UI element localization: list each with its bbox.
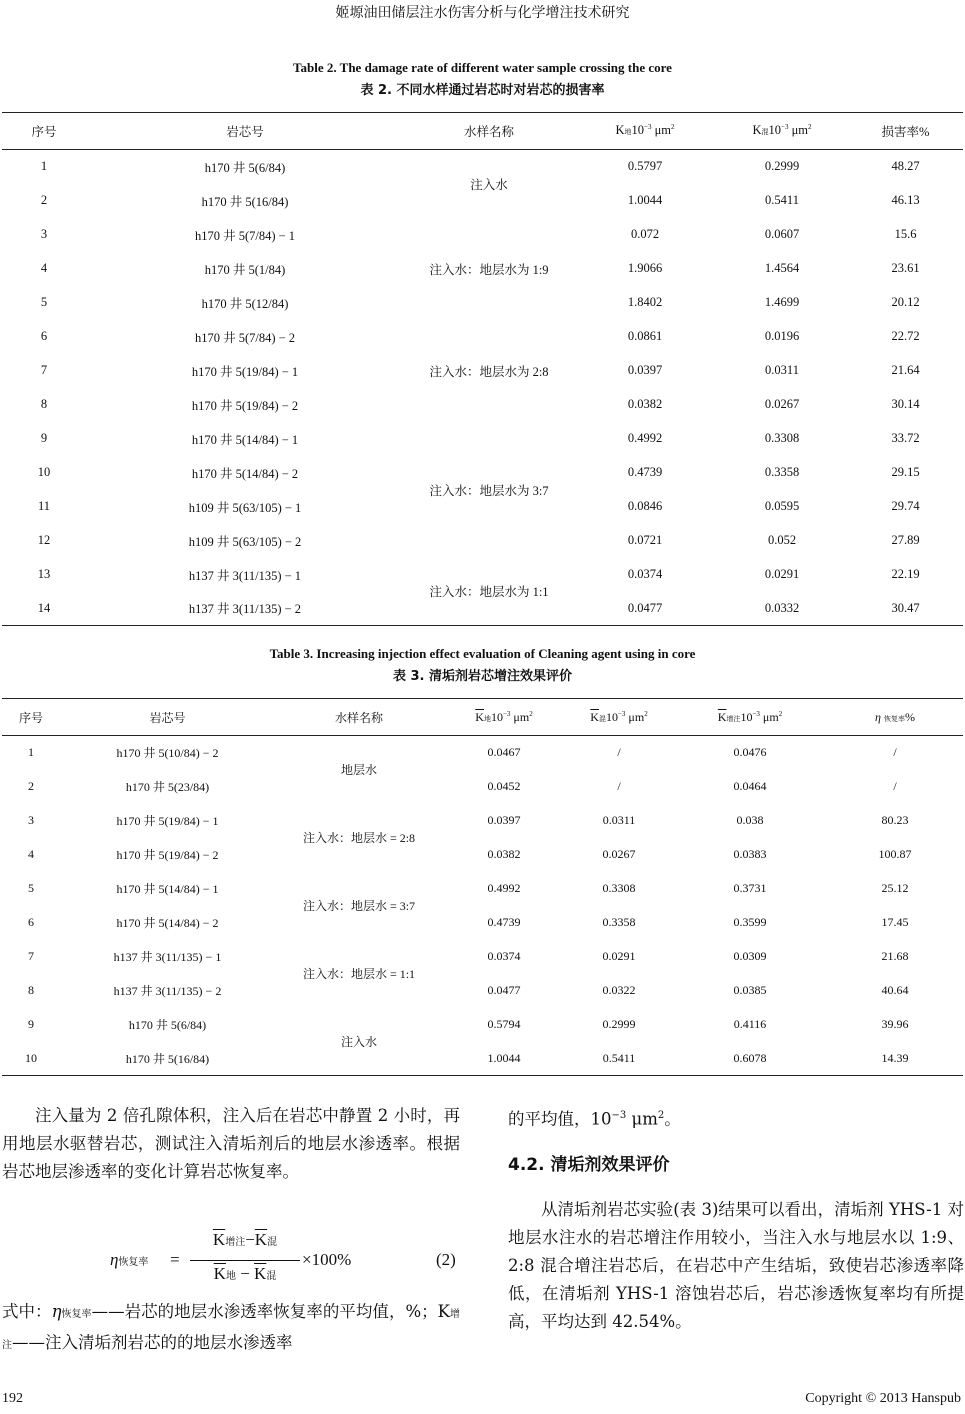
formula-explanation	[2, 1298, 460, 1360]
unit-base: 10	[768, 123, 781, 138]
cell-core: h170 井 5(12/84)	[201, 296, 289, 311]
cell-seq: 13	[37, 567, 51, 581]
table-row	[2, 804, 963, 838]
cell-rate: 15.6	[894, 227, 917, 241]
cell-rate: 46.13	[891, 193, 920, 207]
k-symbol: $\overline{K}$	[212, 1230, 226, 1249]
cell-seq: 7	[40, 363, 48, 377]
minus-sign: −	[235, 1264, 255, 1283]
table-row	[2, 770, 963, 804]
body-paragraph-right: 从清垢剂岩芯实验(表 3)结果可以看出，清垢剂 YHS-1 对地层水注水的岩芯增注作用较小，当注入水与地层水以 1:9、2:8 混合增注岩芯后，在岩芯中产生结垢，致使岩芯渗透率降低，在清垢剂 YHS-1 溶蚀岩芯后，岩芯渗透恢复率均有所提高，平均达到 42.54%。	[508, 1200, 964, 1331]
cell-water-group: 注入水	[275, 1008, 443, 1076]
cell-core: h170 井 5(19/84) − 1	[116, 814, 219, 828]
cell-k-formation: 0.0374	[627, 567, 663, 581]
cell-rate: 33.72	[891, 431, 920, 445]
cell-k-mixed: 1.4699	[764, 295, 800, 309]
unit-exponent: −3	[617, 709, 626, 718]
cell-k-increased: 0.0464	[733, 779, 767, 793]
table2-header-rate: 损害率%	[848, 113, 963, 150]
table3-header-water: 水样名称	[275, 699, 443, 736]
unit-tail: μm	[626, 1109, 658, 1129]
equals-sign: =	[170, 1250, 180, 1269]
where-text-1: ——岩芯的地层水渗透率恢复率的平均值，%；K	[91, 1302, 450, 1321]
cell-k-formation: 1.0044	[627, 193, 663, 207]
cell-k-mixed: 0.0311	[602, 813, 636, 827]
cell-k-mixed: 0.0291	[602, 949, 636, 963]
unit-base: 10	[631, 123, 644, 138]
cell-recovery: 80.23	[881, 813, 909, 827]
cell-rate: 29.74	[891, 499, 920, 513]
k-symbol: $\overline{K}$	[213, 1264, 226, 1283]
table-row	[2, 1042, 963, 1076]
cell-rate: 48.27	[891, 159, 920, 174]
unit-tail: μm	[651, 123, 672, 138]
cell-seq: 3	[40, 227, 48, 241]
table3-header-k-increased	[673, 699, 827, 736]
cell-water-group: 注入水：地层水 = 2:8	[302, 831, 416, 845]
cell-seq: 7	[28, 949, 34, 963]
cell-rate: 20.12	[891, 295, 920, 309]
table-row	[2, 558, 963, 592]
cell-seq: 11	[37, 499, 51, 513]
table3-header-k-mixed	[565, 699, 673, 736]
cell-core: h170 井 5(19/84) − 1	[191, 364, 299, 379]
cell-k-formation: 0.5794	[487, 1017, 521, 1031]
cell-water-group: 注入水：地层水为 3:7	[429, 483, 549, 498]
cell-k-mixed: /	[617, 745, 621, 760]
table3-header-k-formation	[443, 699, 565, 736]
table2-header-row	[2, 113, 963, 150]
unit-square: 2	[778, 709, 783, 718]
minus-sign: −	[245, 1230, 255, 1249]
cell-k-mixed: 0.3308	[764, 431, 800, 445]
cell-k-formation: 0.4739	[487, 915, 521, 929]
copyright: Copyright © 2013 Hanspub	[805, 1391, 961, 1406]
unit-base: 10	[490, 709, 503, 724]
cell-k-increased: 0.3599	[733, 915, 767, 929]
cell-rate: 21.64	[891, 363, 920, 377]
percent-sign: %	[904, 709, 915, 724]
cell-k-mixed: 1.4564	[764, 261, 800, 275]
unit-square: 2	[529, 709, 533, 718]
cell-core: h170 井 5(7/84) − 1	[194, 228, 296, 243]
cell-core: h137 井 3(11/135) − 1	[113, 950, 222, 964]
cell-k-formation: 0.5797	[627, 159, 663, 174]
k-subscript: 增注	[2, 1309, 461, 1351]
cell-rate: 23.61	[891, 261, 920, 275]
times-100-percent: ×100%	[302, 1250, 352, 1269]
cell-k-formation: 0.0397	[627, 363, 663, 377]
cell-k-mixed: 0.0311	[765, 363, 799, 377]
where-text-2: ——注入清垢剂岩芯的的地层水渗透率	[12, 1333, 293, 1352]
unit-tail: μm	[510, 709, 530, 724]
cell-k-mixed: 0.5411	[765, 193, 799, 207]
cell-recovery: 21.68	[881, 949, 909, 963]
cell-recovery: 14.39	[827, 1042, 963, 1076]
period: 。	[664, 1109, 681, 1129]
cell-rate: 22.19	[891, 567, 920, 581]
continuation-text: 的平均值，10	[508, 1109, 612, 1129]
cell-k-formation: 0.4739	[627, 465, 663, 479]
table-row	[2, 1008, 963, 1042]
cell-seq: 14	[2, 592, 86, 626]
unit-exponent: −3	[752, 709, 760, 718]
cell-k-formation: 0.0397	[487, 813, 521, 827]
k-symbol: K	[752, 123, 762, 138]
cell-core: h170 井 5(16/84)	[60, 1042, 275, 1076]
cell-k-mixed: 0.0267	[764, 397, 800, 411]
cell-recovery: /	[893, 779, 897, 793]
where-label: 式中：	[2, 1302, 52, 1321]
cell-core: h170 井 5(19/84) − 2	[191, 398, 299, 413]
k-symbol: $\overline{K}$	[590, 709, 599, 724]
table2	[2, 112, 963, 626]
k-symbol: $\overline{K}$	[475, 709, 484, 724]
cell-recovery: /	[893, 745, 897, 760]
cell-k-formation: 0.0374	[487, 949, 521, 963]
unit-square: 2	[671, 123, 675, 132]
cell-k-mixed: 0.0196	[764, 329, 800, 343]
cell-k-formation: 0.0477	[574, 592, 716, 626]
page-number: 192	[2, 1391, 23, 1406]
table-row	[2, 150, 963, 184]
cell-seq: 2	[28, 779, 34, 793]
cell-seq: 8	[40, 397, 48, 411]
cell-k-formation: 0.072	[630, 227, 660, 241]
table-row	[2, 838, 963, 872]
unit-square: 2	[644, 709, 648, 718]
table3-header-recovery	[827, 699, 963, 736]
cell-k-increased: 0.6078	[673, 1042, 827, 1076]
cell-seq: 4	[28, 847, 34, 861]
k-subscript: 混	[267, 1237, 278, 1248]
cell-k-formation: 0.0846	[627, 499, 663, 513]
cell-k-formation: 0.0452	[487, 779, 521, 793]
cell-k-increased: 0.4116	[733, 1017, 767, 1031]
cell-seq: 4	[40, 261, 48, 275]
cell-k-increased: 0.0383	[733, 847, 767, 861]
cell-k-mixed: /	[617, 779, 621, 793]
cell-k-formation: 0.0861	[627, 329, 663, 343]
cell-k-mixed: 0.3358	[764, 465, 800, 479]
cell-seq: 2	[40, 193, 48, 207]
cell-core: h170 井 5(6/84)	[204, 160, 286, 175]
eta-subscript: 恢复率	[883, 714, 905, 723]
cell-recovery: 39.96	[881, 1017, 909, 1031]
cell-core: h170 井 5(16/84)	[201, 194, 289, 209]
cell-core: h137 井 3(11/135) − 2	[86, 592, 404, 626]
unit-square: 2	[657, 1110, 665, 1121]
cell-seq: 3	[28, 813, 34, 827]
table2-header-water: 水样名称	[404, 113, 574, 150]
cell-k-formation: 1.9066	[627, 261, 663, 275]
cell-rate: 27.89	[891, 533, 920, 547]
cell-k-mixed: 0.5411	[565, 1042, 673, 1076]
cell-core: h109 井 5(63/105) − 1	[188, 500, 302, 515]
fraction-bar	[190, 1260, 300, 1261]
cell-recovery: 100.87	[878, 847, 912, 861]
cell-seq: 5	[28, 881, 34, 895]
cell-core: h170 井 5(23/84)	[125, 780, 210, 794]
cell-k-formation: 0.0382	[627, 397, 663, 411]
table2-header-k-formation	[574, 113, 716, 150]
eta-subscript: 恢复率	[118, 1257, 149, 1268]
cell-recovery: 17.45	[881, 915, 909, 929]
cell-core: h170 井 5(19/84) − 2	[116, 848, 219, 862]
k-subscript: 增注	[225, 1237, 246, 1248]
cell-k-mixed: 0.0607	[764, 227, 800, 241]
table-row	[2, 872, 963, 906]
cell-k-increased: 0.0385	[733, 983, 767, 997]
cell-core: h170 井 5(14/84) − 1	[191, 432, 299, 447]
table2-header-core: 岩芯号	[86, 113, 404, 150]
cell-k-formation: 0.0477	[487, 983, 521, 997]
table-row	[2, 320, 963, 354]
table2-caption-zh: 表 2. 不同水样通过岩芯时对岩芯的损害率	[360, 83, 605, 98]
table3-header-row	[2, 699, 963, 736]
cell-k-increased: 0.038	[736, 813, 764, 827]
table2-header-seq: 序号	[2, 113, 86, 150]
cell-water-group: 注入水：地层水为 1:1	[404, 558, 574, 626]
cell-water-group: 注入水：地层水 = 3:7	[302, 899, 416, 913]
cell-recovery: 25.12	[881, 881, 909, 895]
fraction-numerator	[190, 1230, 300, 1250]
table3-header-core: 岩芯号	[60, 699, 275, 736]
cell-seq: 9	[28, 1017, 34, 1031]
cell-core: h137 井 3(11/135) − 1	[188, 568, 302, 583]
cell-seq: 8	[28, 983, 34, 997]
table-row	[2, 974, 963, 1008]
cell-k-mixed: 0.0291	[764, 567, 800, 581]
cell-seq: 10	[37, 465, 51, 479]
table3-caption-zh: 表 3. 清垢剂岩芯增注效果评价	[392, 669, 573, 684]
eta-symbol: η	[51, 1302, 62, 1321]
k-subscript: 地	[624, 128, 632, 137]
cell-k-increased: 0.0309	[733, 949, 767, 963]
cell-k-formation: 0.0721	[627, 533, 663, 547]
k-subscript: 混	[761, 128, 769, 137]
cell-seq: 6	[28, 915, 34, 929]
cell-k-mixed: 0.3358	[602, 915, 636, 929]
cell-core: h170 井 5(14/84) − 2	[116, 916, 219, 930]
unit-base: 10	[605, 709, 618, 724]
k-subscript: 地	[225, 1271, 236, 1282]
unit-exponent: −3	[644, 123, 652, 132]
cell-k-mixed: 0.052	[767, 533, 797, 547]
cell-water-group: 注入水：地层水为 1:9	[429, 262, 549, 277]
cell-core: h170 井 5(6/84)	[128, 1018, 207, 1032]
cell-core: h170 井 5(1/84)	[204, 262, 286, 277]
cell-core: h170 井 5(10/84) − 2	[116, 746, 219, 761]
cell-water-group: 地层水	[340, 763, 377, 778]
cell-core: h170 井 5(14/84) − 1	[116, 882, 219, 896]
k-subscript: 混	[266, 1271, 277, 1282]
eta-letter: η	[110, 1250, 119, 1269]
cell-k-mixed: 0.3308	[602, 881, 636, 895]
cell-k-mixed: 0.0322	[602, 983, 636, 997]
table-row	[2, 940, 963, 974]
cell-recovery: 40.64	[881, 983, 909, 997]
cell-k-mixed: 0.0267	[602, 847, 636, 861]
unit-tail: μm	[759, 709, 779, 724]
cell-k-formation: 0.0467	[487, 745, 521, 760]
cell-core: h170 井 5(14/84) − 2	[191, 466, 299, 481]
k-subscript: 混	[598, 714, 606, 723]
cell-seq: 6	[40, 329, 48, 343]
table-row	[2, 218, 963, 252]
cell-k-mixed: 0.0332	[716, 592, 848, 626]
k-symbol: $\overline{K}$	[254, 1264, 267, 1283]
table-row	[2, 906, 963, 940]
table3-header-seq: 序号	[2, 699, 60, 736]
cell-k-mixed: 0.2999	[602, 1017, 636, 1031]
unit-exponent: −3	[611, 1110, 627, 1121]
cell-rate: 30.47	[848, 592, 963, 626]
table2-caption-en: Table 2. The damage rate of different water sample crossing the core	[293, 60, 672, 75]
equation-2	[110, 1230, 460, 1290]
unit-tail: μm	[625, 709, 645, 724]
cell-k-formation: 0.4992	[627, 431, 663, 445]
cell-seq: 9	[40, 431, 48, 445]
table-row	[2, 736, 963, 770]
unit-tail: μm	[788, 123, 809, 138]
table3	[2, 698, 963, 1076]
cell-rate: 29.15	[891, 465, 920, 479]
cell-k-mixed: 0.2999	[764, 159, 800, 174]
eta-symbol: η	[875, 709, 881, 724]
body-paragraph-left: 注入量为 2 倍孔隙体积，注入后在岩芯中静置 2 小时，再用地层水驱替岩芯，测试注入清垢剂后的地层水渗透率。根据岩芯地层渗透率的变化计算岩芯恢复率。	[2, 1106, 460, 1181]
cell-rate: 22.72	[891, 329, 920, 343]
cell-rate: 30.14	[891, 397, 920, 411]
unit-base: 10	[740, 709, 753, 724]
cell-k-increased: 0.0476	[733, 745, 767, 760]
table-row	[2, 422, 963, 456]
equation-number: (2)	[436, 1250, 456, 1269]
cell-seq: 5	[40, 295, 48, 309]
cell-core: h137 井 3(11/135) − 2	[113, 984, 222, 998]
k-subscript: 地	[483, 714, 491, 723]
cell-seq: 12	[37, 533, 51, 547]
k-symbol: K	[615, 123, 625, 138]
cell-core: h170 井 5(7/84) − 2	[194, 330, 296, 345]
eta-symbol	[110, 1250, 148, 1270]
cell-k-mixed: 0.0595	[764, 499, 800, 513]
k-symbol: $\overline{K}$	[717, 709, 727, 724]
section-heading-4-2: 4.2. 清垢剂效果评价	[508, 1155, 670, 1175]
unit-exponent: −3	[502, 709, 511, 718]
unit-square: 2	[808, 123, 812, 132]
cell-water-group: 注入水	[470, 177, 508, 192]
table3-caption-en: Table 3. Increasing injection effect evaluation of Cleaning agent using in core	[269, 646, 696, 661]
cell-water-group: 注入水：地层水为 2:8	[429, 364, 549, 379]
cell-k-formation: 1.0044	[443, 1042, 565, 1076]
table2-header-k-mixed	[716, 113, 848, 150]
cell-core: h109 井 5(63/105) − 2	[188, 534, 302, 549]
eta-subscript: 恢复率	[61, 1309, 92, 1320]
k-symbol: $\overline{K}$	[254, 1230, 268, 1249]
cell-k-formation: 0.4992	[487, 881, 521, 895]
cell-k-formation: 0.0382	[487, 847, 521, 861]
unit-exponent: −3	[781, 123, 789, 132]
cell-k-increased: 0.3731	[733, 881, 767, 895]
fraction-denominator	[190, 1264, 300, 1284]
k-subscript: 增注	[726, 714, 741, 723]
cell-water-group: 注入水：地层水 = 1:1	[302, 967, 416, 981]
cell-k-formation: 1.8402	[627, 295, 663, 309]
cell-seq: 1	[28, 745, 34, 760]
cell-seq: 1	[40, 159, 48, 174]
cell-seq: 10	[2, 1042, 60, 1076]
body-continuation	[508, 1102, 964, 1134]
running-header: 姬塬油田储层注水伤害分析与化学增注技术研究	[335, 5, 630, 21]
